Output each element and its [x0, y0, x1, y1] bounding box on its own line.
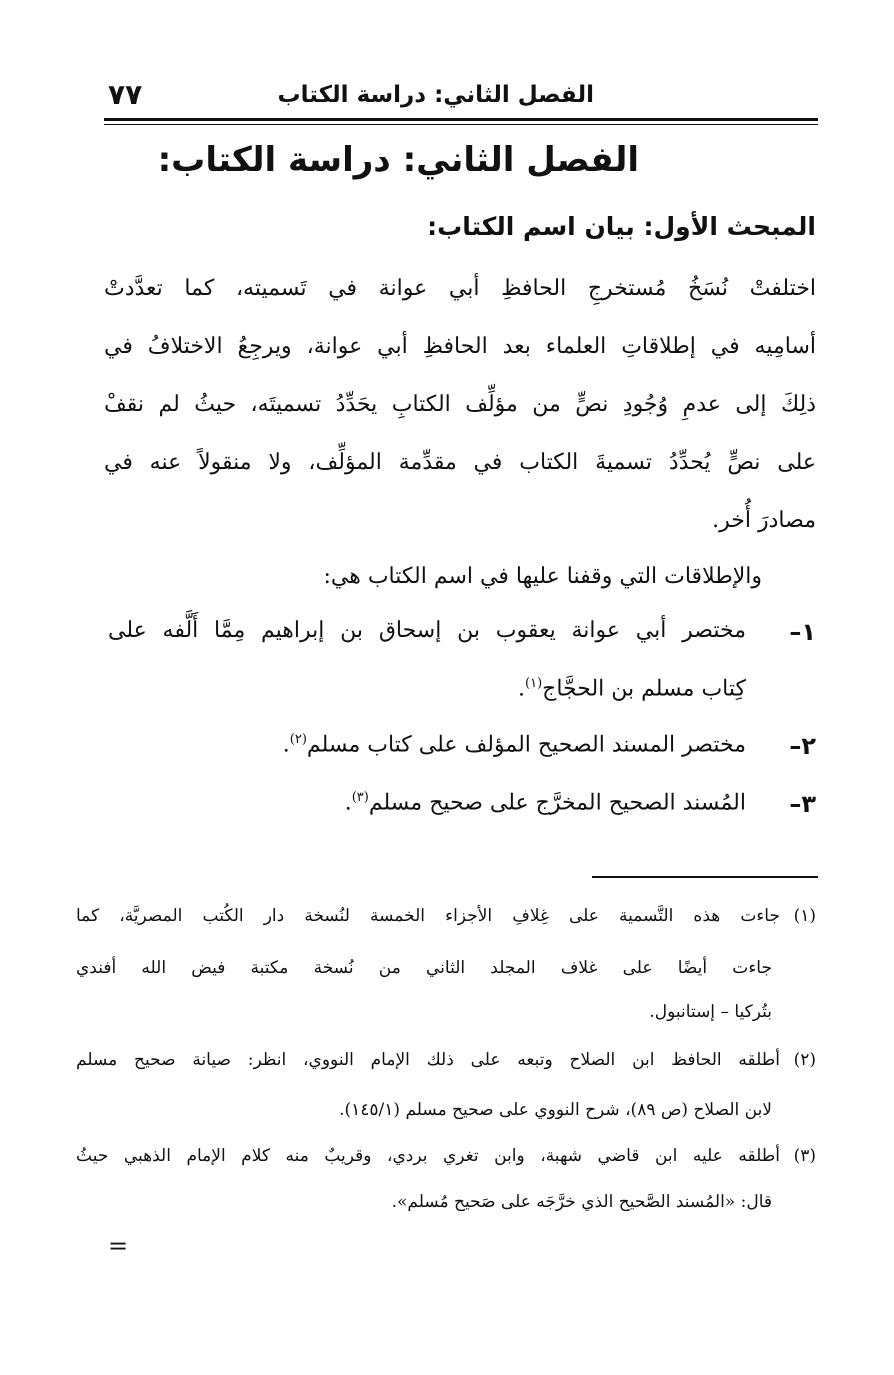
footnote-line: جاءت أيضًا على غلاف المجلد الثاني من نُسخة مكتبة فيض الله أفندي: [76, 958, 772, 978]
list-item-number: ٢–: [789, 732, 816, 760]
section-title: المبحث الأول: بيان اسم الكتاب:: [427, 212, 816, 241]
paragraph-line: أسامِيه في إطلاقاتِ العلماء بعد الحافظِ أبي عوانة، ويرجِعُ الاختلافُ في: [104, 334, 816, 359]
list-item-text-cont: كِتاب مسلم بن الحجَّاج$^{(١)}$.: [518, 676, 746, 702]
list-item-text: مختصر أبي عوانة يعقوب بن إسحاق بن إبراهيم مِمَّا أَلَّفه على: [108, 618, 746, 643]
list-item-number: ١–: [789, 618, 816, 646]
footnote-number: (٣): [793, 1146, 816, 1166]
footnote-ref: (٢): [289, 732, 307, 747]
continuation-mark: =: [108, 1232, 129, 1260]
footnote-ref: (٣): [351, 790, 369, 805]
footnote-line: أطلقه الحافظ ابن الصلاح وتبعه على ذلك الإمام النووي، انظر: صيانة صحيح مسلم: [76, 1050, 780, 1070]
chapter-title: الفصل الثاني: دراسة الكتاب:: [157, 140, 639, 180]
paragraph-line: اختلفتْ نُسَخُ مُستخرجِ الحافظِ أبي عوانة في تَسميته، كما تعدَّدتْ: [104, 276, 816, 301]
footnote-line: قال: «المُسند الصَّحيح الذي خرَّجَه على صَحيح مُسلم».: [391, 1192, 772, 1212]
list-item-number: ٣–: [789, 790, 816, 818]
running-header-title: الفصل الثاني: دراسة الكتاب: [277, 82, 594, 108]
header-rule-thick: [104, 118, 818, 121]
list-item-text: مختصر المسند الصحيح المؤلف على كتاب مسلم: [306, 732, 746, 758]
list-item-text-wrap: المُسند الصحيح المخرَّج على صحيح مسلم$^{(٣)}$.: [344, 790, 746, 816]
list-item-text: المُسند الصحيح المخرَّج على صحيح مسلم: [368, 790, 746, 816]
header-rule-thin: [104, 124, 818, 125]
page-number: ٧٧: [108, 78, 143, 111]
list-item-text: كِتاب مسلم بن الحجَّاج: [542, 676, 746, 702]
footnote-separator: [592, 876, 818, 878]
paragraph-line: مصادرَ أُخر.: [712, 508, 816, 533]
footnote-line: بتُركيا – إستانبول.: [649, 1002, 772, 1022]
list-item-text-wrap: مختصر المسند الصحيح المؤلف على كتاب مسلم$^{(٢)}$.: [282, 732, 746, 758]
paragraph-line: على نصٍّ يُحدِّدُ تسميةَ الكتاب في مقدِّمة المؤلِّف، ولا منقولاً عنه في: [104, 450, 816, 475]
footnote-number: (١): [793, 906, 816, 926]
footnote-number: (٢): [793, 1050, 816, 1070]
footnote-line: أطلقه عليه ابن قاضي شهبة، وابن تغري بردي، وقريبٌ منه كلام الإمام الذهبي حيثُ: [76, 1146, 780, 1166]
paragraph-line: ذلِكَ إلى عدمِ وُجُودِ نصٍّ من مؤلِّف الكتابِ يحَدِّدُ تسميتَه، حيثُ لم نقفْ: [104, 392, 816, 417]
footnote-line: لابن الصلاح (ص ٨٩)، شرح النووي على صحيح مسلم (١٤٥/١).: [339, 1100, 772, 1120]
footnote-line: جاءت هذه التَّسمية على غِلافِ الأجزاء الخمسة لنُسخة دار الكُتب المصريَّة، كما: [76, 906, 780, 926]
footnote-ref: (١): [525, 676, 543, 691]
list-intro: والإطلاقات التي وقفنا عليها في اسم الكتاب هي:: [323, 564, 762, 589]
